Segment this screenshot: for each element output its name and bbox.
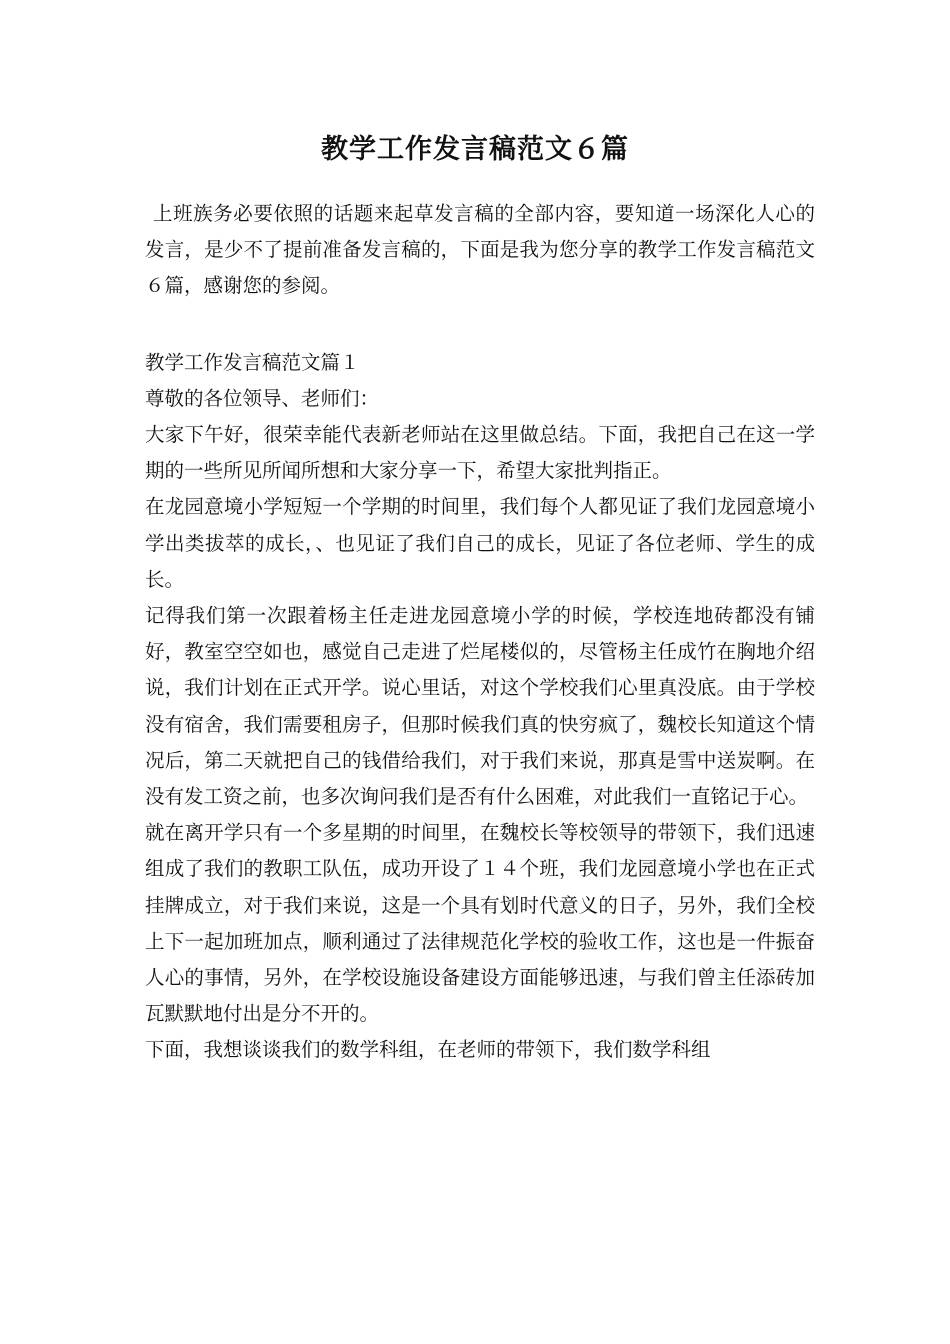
document-body [145, 196, 815, 1069]
document-title: 教学工作发言稿范文６篇 [321, 134, 629, 165]
body-paragraph-2: 在龙园意境小学短短一个学期的时间里，我们每个人都见证了我们龙园意境小学出类拔萃的成长，、也见证了我们自己的成长，见证了各位老师、学生的成长。 [145, 495, 815, 591]
section-heading: 教学工作发言稿范文篇１ [145, 350, 360, 374]
body-paragraph-3: 记得我们第一次跟着杨主任走进龙园意境小学的时候，学校连地砖都没有铺好，教室空空如也，感觉自己走进了烂尾楼似的，尽管杨主任成竹在胸地介绍说，我们计划在正式开学。说心里话，对这个学校我们心里真没底。由于学校没有宿舍，我们需要租房子，但那时候我们真的快穷疯了，魏校长知道这个情况后，第二天就把自己的钱借给我们，对于我们来说，那真是雪中送炭啊。在没有发工资之前，也多次询问我们是否有什么困难，对此我们一直铭记于心。 [145, 604, 815, 809]
body-paragraph-1: 大家下午好，很荣幸能代表新老师站在这里做总结。下面，我把自己在这一学期的一些所见所闻所想和大家分享一下，希望大家批判指正。 [145, 423, 815, 483]
paragraph-gap [145, 305, 815, 345]
body-paragraph-5: 下面，我想谈谈我们的数学科组，在老师的带领下，我们数学科组 [145, 1038, 711, 1062]
salutation: 尊敬的各位领导、老师们： [145, 386, 380, 410]
intro-paragraph: 上班族务必要依照的话题来起草发言稿的全部内容，要知道一场深化人心的发言，是少不了提前准备发言稿的，下面是我为您分享的教学工作发言稿范文６篇，感谢您的参阅。 [145, 202, 815, 298]
body-paragraph-4: 就在离开学只有一个多星期的时间里，在魏校长等校领导的带领下，我们迅速组成了我们的教职工队伍，成功开设了１４个班，我们龙园意境小学也在正式挂牌成立，对于我们来说，这是一个具有划时代意义的日子，另外，我们全校上下一起加班加点，顺利通过了法律规范化学校的验收工作，这也是一件振奋人心的事情，另外，在学校设施设备建设方面能够迅速，与我们曾主任添砖加瓦默默地付出是分不开的。 [145, 821, 815, 1026]
